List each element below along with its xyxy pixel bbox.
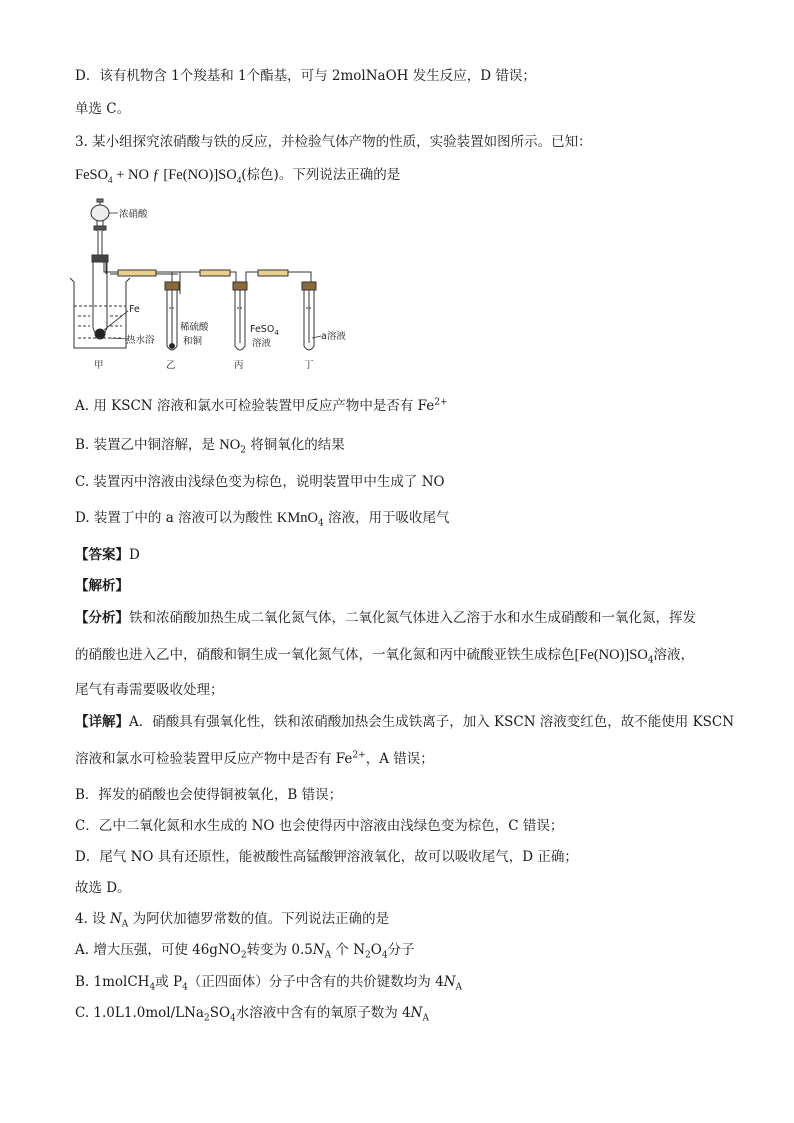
tube-ding — [302, 282, 316, 350]
subscript: 4 — [149, 982, 156, 993]
subscript: 2 — [240, 445, 246, 456]
text: 4. 设 — [75, 911, 110, 927]
connecting-tubes — [104, 262, 311, 294]
text: O — [370, 942, 382, 958]
label-apparatus-ding: 丁 — [304, 360, 314, 371]
text: 溶液和氯水可检验装置甲反应产物中是否有 Fe — [75, 751, 353, 767]
beaker — [70, 278, 130, 348]
fenxi-line-2 — [75, 646, 694, 664]
answer-value: D — [129, 547, 140, 563]
symbol-na: N — [410, 1005, 423, 1021]
subscript: 4 — [230, 1013, 236, 1024]
label-bing-reagent-2: 溶液 — [252, 338, 272, 349]
label-apparatus-jia: 甲 — [94, 360, 104, 371]
text: 转变为 0.5 — [246, 942, 313, 958]
formula-kmno4: KMnO — [276, 510, 318, 526]
formula-feso4: FeSO — [75, 167, 109, 183]
text: FeSO — [250, 324, 275, 335]
subscript: 2 — [203, 1013, 210, 1024]
label-fe: Fe — [129, 304, 140, 315]
answer-tag: 【答案】 — [75, 547, 129, 563]
text: 个 N — [331, 942, 366, 958]
text: 的硝酸也进入乙中，硝酸和铜生成一氧化氮气体，一氧化氮和丙中硫酸亚铁生成棕色 — [75, 647, 575, 663]
text: 尾气有毒需要吸收处理； — [75, 682, 224, 698]
label-leader — [312, 336, 321, 338]
text: B．挥发的硝酸也会使得铜被氧化，B 错误； — [75, 787, 343, 803]
text: D．该有机物含 1个羧基和 1个酯基，可与 2molNaOH 发生反应，D 错误； — [75, 68, 536, 84]
text: C．乙中二氧化氮和水生成的 NO 也会使得丙中溶液由浅绿色变为棕色，C 错误； — [75, 818, 564, 834]
text: 溶液，用于吸收尾气 — [323, 510, 450, 526]
symbol-na: N — [443, 974, 456, 990]
label-bing-reagent-1 — [250, 324, 279, 337]
q4-option-a — [75, 941, 415, 959]
text: (棕色)。下列说法正确的是 — [241, 167, 401, 183]
text: A. 用 KSCN 溶液和氯水可检验装置甲反应产物中是否有 Fe — [75, 398, 435, 414]
q3-option-d — [75, 509, 449, 527]
text: ，A 错误； — [365, 751, 434, 767]
text: C. 1.0L1.0mol/LNa — [75, 1005, 204, 1021]
text: A．硝酸具有强氧化性，铁和浓硝酸加热会生成铁离子，加入 KSCN 溶液变红色，故不能使用 KSCN — [129, 714, 735, 730]
text: A. 增大压强，可使 46gNO — [75, 942, 241, 958]
text: 单选 C。 — [75, 101, 131, 117]
text: 铁和浓硝酸加热生成二氧化氮气体，二氧化氮气体进入乙溶于水和水生成硝酸和一氧化氮，挥发 — [129, 610, 696, 626]
label-apparatus-bing: 丙 — [234, 360, 244, 371]
prev-option-d — [75, 67, 536, 85]
subscript: 2 — [365, 950, 371, 961]
prev-answer-line — [75, 100, 130, 118]
subscript: 4 — [236, 174, 242, 185]
text: 溶液， — [653, 647, 695, 663]
tube-yi — [165, 282, 179, 350]
text: （正四面体）分子中含有的共价键数均为 4 — [187, 974, 444, 990]
q3-option-a — [75, 397, 448, 415]
text: B. 1molCH — [75, 974, 150, 990]
xiangjie-d — [75, 848, 578, 866]
subscript: 4 — [182, 982, 188, 993]
formula-equation: + NO ƒ [Fe(NO)]SO — [112, 167, 237, 183]
xiangjie-line-2 — [75, 750, 434, 768]
guxuan-line — [75, 879, 131, 897]
xiangjie-c — [75, 817, 563, 835]
text: C. 装置丙中溶液由浅绿色变为棕色，说明装置甲中生成了 NO — [75, 474, 445, 490]
text: 水溶液中含有的氧原子数为 4 — [235, 1005, 411, 1021]
label-leader — [104, 311, 128, 330]
xiangjie-tag: 【详解】 — [75, 714, 129, 730]
tube-bing — [233, 282, 247, 350]
superscript: 2+ — [434, 397, 448, 408]
text: 3. 某小组探究浓硝酸与铁的反应，并检验气体产物的性质，实验装置如图所示。已知： — [75, 134, 592, 150]
text: B. 装置乙中铜溶解，是 — [75, 437, 220, 453]
subscript: 4 — [108, 174, 113, 185]
label-acid: 浓硝酸 — [119, 209, 148, 220]
text: D．尾气 NO 具有还原性，能被酸性高锰酸钾溶液氧化，故可以吸收尾气，D 正确； — [75, 849, 578, 865]
subscript: 2 — [240, 950, 247, 961]
text: SO — [209, 1005, 231, 1021]
answer-line — [75, 546, 140, 564]
label-yi-reagent-2: 和铜 — [183, 336, 203, 347]
question-3-equation — [75, 166, 400, 184]
label-ding-reagent: a溶液 — [321, 331, 346, 342]
text: 故选 D。 — [75, 880, 131, 896]
subscript: 4 — [274, 329, 279, 337]
xiangjie-b — [75, 786, 342, 804]
label-leader — [108, 338, 128, 339]
fenxi-line-1 — [75, 609, 696, 627]
formula-fe-no-so4: [Fe(NO)]SO — [574, 647, 648, 663]
q4-option-b — [75, 973, 462, 991]
analysis-heading — [75, 577, 129, 595]
label-apparatus-yi: 乙 — [166, 360, 176, 371]
text: 将铜氧化的结果 — [245, 437, 345, 453]
subscript: A — [455, 982, 462, 993]
symbol-na: N — [109, 911, 122, 927]
q4-option-c — [75, 1004, 429, 1022]
subscript: 4 — [317, 518, 324, 529]
xiangjie-line-1 — [75, 713, 734, 731]
question-4-stem — [75, 910, 389, 928]
subscript: 4 — [381, 950, 388, 961]
fenxi-line-3 — [75, 681, 224, 699]
formula-no2: NO — [219, 437, 241, 453]
question-3-stem — [75, 133, 592, 151]
subscript: A — [422, 1013, 429, 1024]
label-yi-reagent-1: 稀硫酸 — [180, 322, 209, 333]
q3-option-b — [75, 436, 345, 454]
symbol-na: N — [312, 942, 325, 958]
subscript: A — [324, 950, 332, 961]
superscript: 2+ — [352, 750, 366, 761]
text: 为阿伏加德罗常数的值。下列说法正确的是 — [128, 911, 390, 927]
subscript: 4 — [647, 655, 654, 666]
label-hot-water-bath: 热水浴 — [126, 335, 155, 346]
experiment-apparatus-figure — [68, 198, 368, 373]
text: 或 P — [155, 974, 183, 990]
q3-option-c — [75, 473, 445, 491]
fenxi-tag: 【分析】 — [75, 610, 129, 626]
separatory-funnel — [91, 199, 109, 261]
analysis-tag: 【解析】 — [75, 578, 129, 594]
text: 分子 — [387, 942, 415, 958]
text: D. 装置丁中的 a 溶液可以为酸性 — [75, 510, 277, 526]
subscript: A — [121, 919, 129, 930]
